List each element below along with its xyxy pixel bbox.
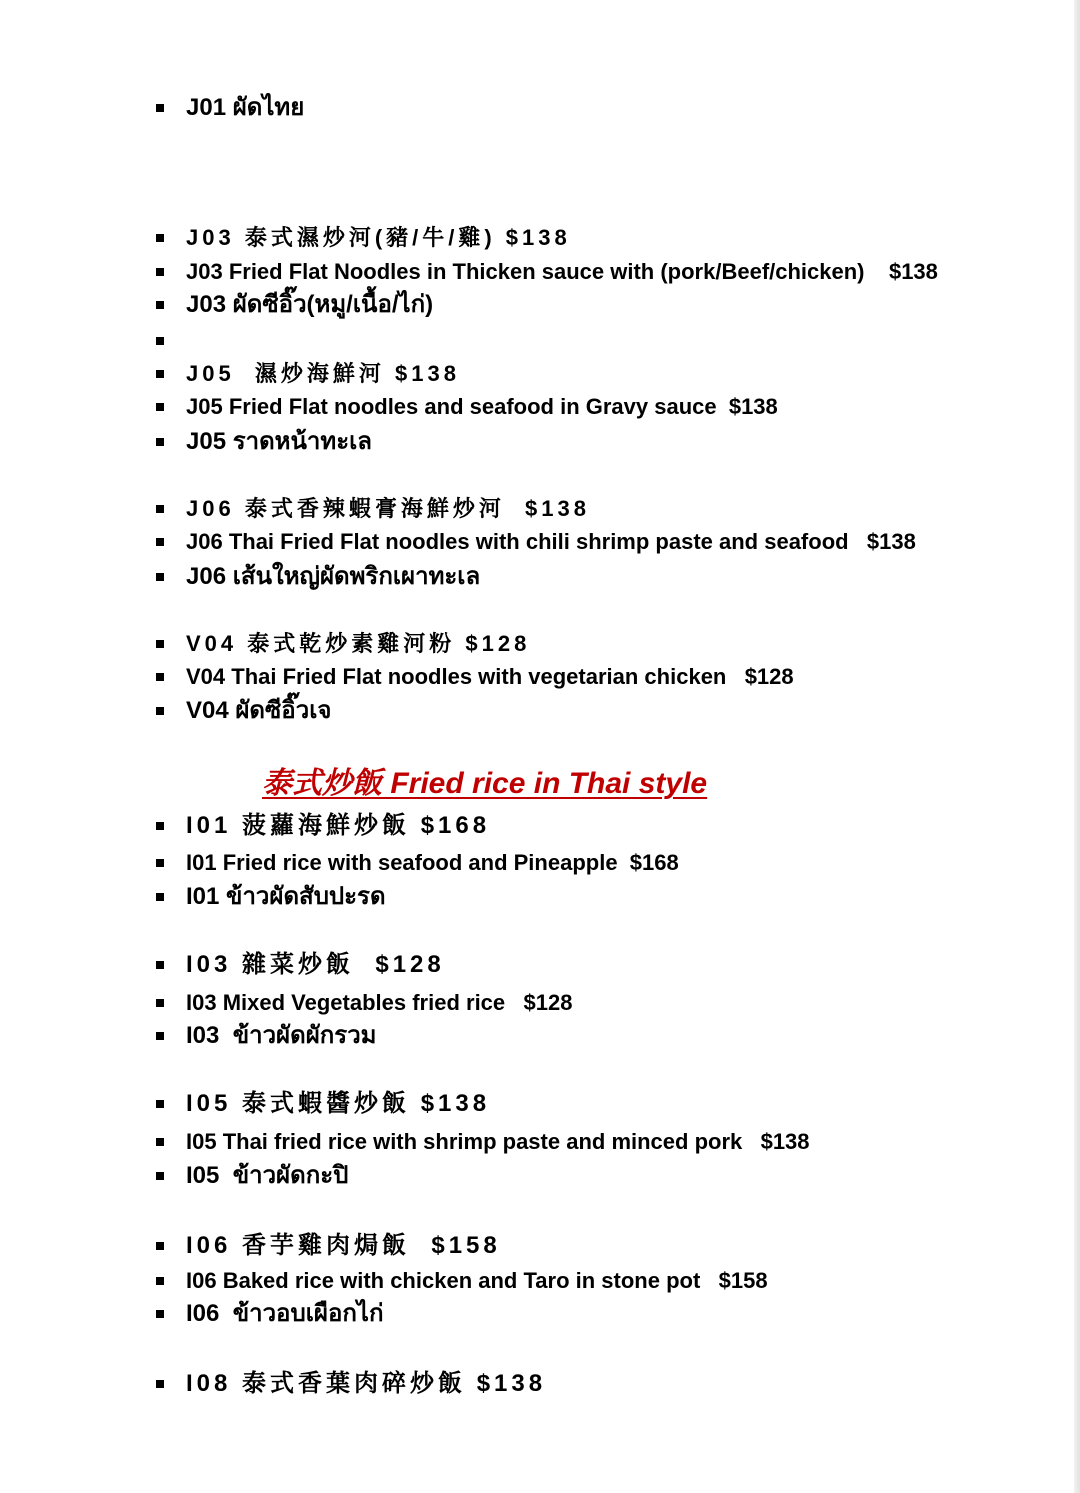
- menu-item-text: I03 ข้าวผัดผักรวม: [186, 1022, 377, 1049]
- bullet-icon: [156, 859, 164, 867]
- menu-item-text: J05 ราดหน้าทะเล: [186, 428, 372, 455]
- menu-item-text: I01 Fried rice with seafood and Pineapple $168: [186, 850, 679, 875]
- menu-item-text: J05 Fried Flat noodles and seafood in Gravy sauce $138: [186, 394, 778, 419]
- bullet-icon: [156, 104, 164, 112]
- bullet-icon: [156, 403, 164, 411]
- menu-item-text: J06 เส้นใหญ่ผัดพริกเผาทะเล: [186, 563, 481, 590]
- bullet-icon: [156, 1172, 164, 1180]
- menu-item-text: I01 菠蘿海鮮炒飯 $168: [186, 812, 491, 839]
- bullet-icon: [156, 707, 164, 715]
- bullet-icon: [156, 1138, 164, 1146]
- bullet-icon: [156, 1310, 164, 1318]
- menu-item-text: V04 泰式乾炒素雞河粉 $128: [186, 631, 531, 656]
- bullet-icon: [156, 268, 164, 276]
- page-edge: [1074, 0, 1080, 1493]
- menu-item-text: I03 Mixed Vegetables fried rice $128: [186, 990, 573, 1015]
- bullet-icon: [156, 505, 164, 513]
- bullet-icon: [156, 337, 164, 345]
- bullet-icon: [156, 673, 164, 681]
- menu-item-text: I06 Baked rice with chicken and Taro in stone pot $158: [186, 1268, 768, 1293]
- bullet-icon: [156, 234, 164, 242]
- bullet-icon: [156, 438, 164, 446]
- menu-item-text: I06 ข้าวอบเผือกไก่: [186, 1300, 384, 1327]
- menu-item-text: I01 ข้าวผัดสับปะรด: [186, 883, 386, 910]
- menu-item-text: J06 Thai Fried Flat noodles with chili shrimp paste and seafood $138: [186, 529, 916, 554]
- menu-item-text: J03 泰式濕炒河(豬/牛/雞) $138: [186, 225, 571, 250]
- bullet-icon: [156, 538, 164, 546]
- menu-item-text: V04 Thai Fried Flat noodles with vegetarian chicken $128: [186, 664, 794, 689]
- bullet-icon: [156, 1380, 164, 1388]
- bullet-icon: [156, 301, 164, 309]
- menu-item-text: J03 ผัดซีอิ๊ว(หมู/เนื้อ/ไก่): [186, 291, 434, 318]
- bullet-icon: [156, 961, 164, 969]
- menu-item-text: I06 香芋雞肉焗飯 $158: [186, 1232, 501, 1259]
- bullet-icon: [156, 1242, 164, 1250]
- menu-item-text: I05 Thai fried rice with shrimp paste and minced pork $138: [186, 1129, 810, 1154]
- bullet-icon: [156, 1032, 164, 1040]
- menu-item-text: J06 泰式香辣蝦膏海鮮炒河 $138: [186, 496, 590, 521]
- menu-item-text: J03 Fried Flat Noodles in Thicken sauce with (pork/Beef/chicken) $138: [186, 259, 938, 284]
- menu-item-text: J01 ผัดไทย: [186, 94, 305, 121]
- bullet-icon: [156, 573, 164, 581]
- bullet-icon: [156, 1100, 164, 1108]
- menu-item-text: I05 泰式蝦醬炒飯 $138: [186, 1090, 491, 1117]
- menu-item-text: I08 泰式香葉肉碎炒飯 $138: [186, 1370, 547, 1397]
- bullet-icon: [156, 999, 164, 1007]
- menu-item-text: I05 ข้าวผัดกะปิ: [186, 1162, 349, 1189]
- menu-item-text: I03 雜菜炒飯 $128: [186, 951, 445, 978]
- bullet-icon: [156, 822, 164, 830]
- bullet-icon: [156, 370, 164, 378]
- bullet-icon: [156, 893, 164, 901]
- section-heading-fried-rice: 泰式炒飯 Fried rice in Thai style: [262, 767, 708, 800]
- menu-item-text: J05 濕炒海鮮河 $138: [186, 361, 460, 386]
- bullet-icon: [156, 640, 164, 648]
- menu-item-text: V04 ผัดซีอิ๊วเจ: [186, 697, 332, 724]
- bullet-icon: [156, 1277, 164, 1285]
